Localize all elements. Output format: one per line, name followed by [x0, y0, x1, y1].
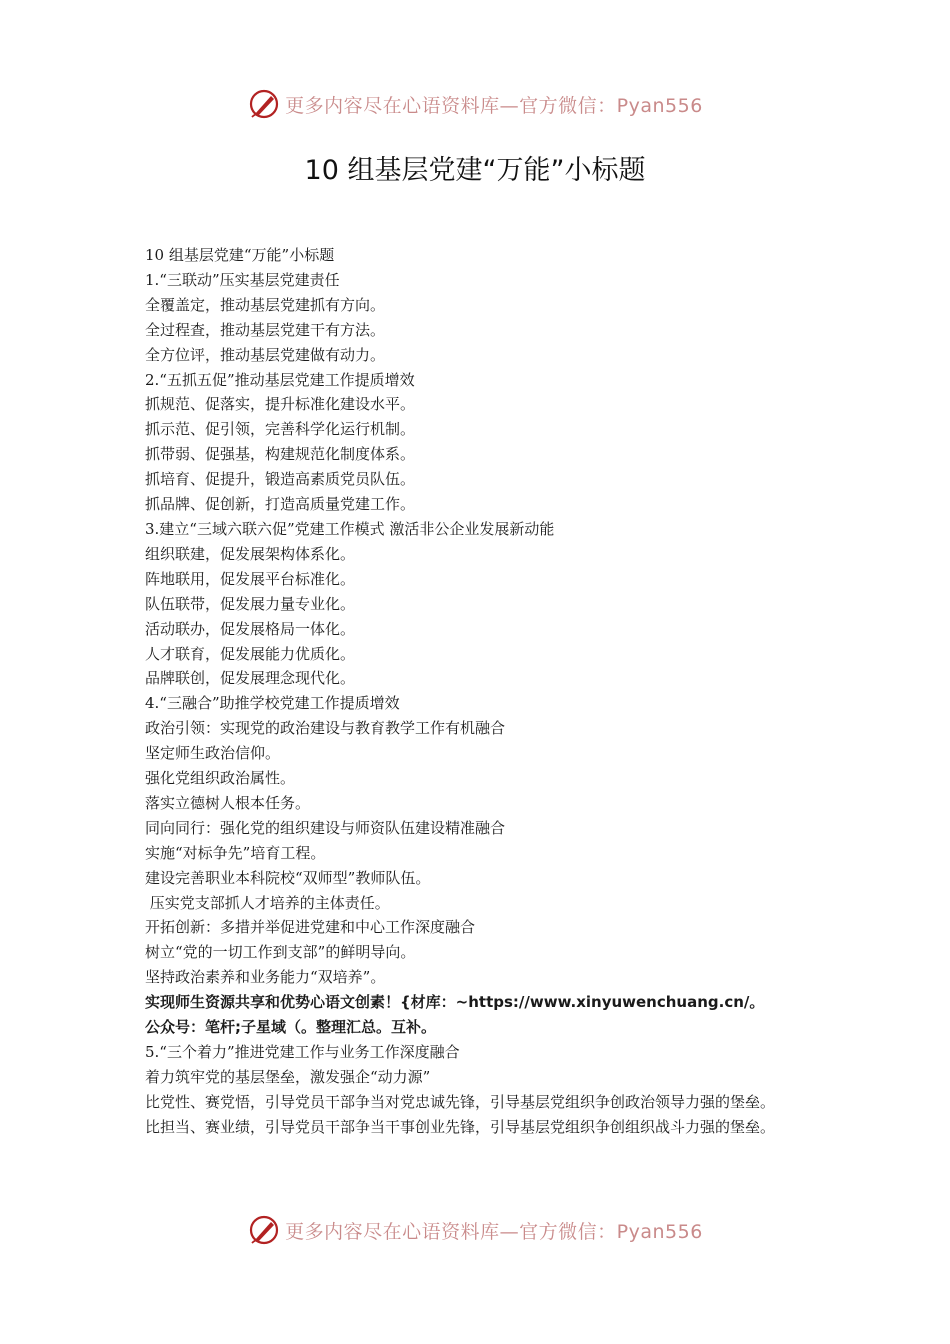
text-line: 压实党支部抓人才培养的主体责任。 [145, 893, 390, 912]
document-body [145, 243, 817, 1140]
text-line: 抓品牌、促创新，打造高质量党建工作。 [145, 495, 416, 514]
text-line: 树立“党的一切工作到支部”的鲜明导向。 [145, 943, 416, 962]
text-line: 抓培育、促提升，锻造高素质党员队伍。 [145, 470, 416, 489]
text-line: 同向同行：强化党的组织建设与师资队伍建设精准融合 [145, 818, 506, 837]
pen-circle-logo-icon [247, 87, 281, 121]
banner-text: 更多内容尽在心语资料库—官方微信：Pyan556 [285, 1220, 703, 1243]
text-line: 组织联建，促发展架构体系化。 [145, 544, 356, 563]
section-heading-3: 3.建立“三域六联六促”党建工作模式 激活非公企业发展新动能 [145, 519, 555, 538]
paragraph: 比党性、赛党悟，引导党员干部争当对党忠诚先锋，引导基层党组织争创政治领导力强的堡垒。 [145, 1092, 776, 1111]
text-line: 人才联育，促发展能力优质化。 [145, 644, 356, 663]
header-banner [0, 82, 950, 126]
text-line: 坚持政治素养和业务能力“双培养”。 [145, 968, 386, 987]
text-line: 实施“对标争先”培育工程。 [145, 843, 326, 862]
promo-line-1: 实现师生资源共享和优势心语文创素！{材库：~https://www.xinyuwenchuang.cn/。 [145, 993, 765, 1012]
text-line: 开拓创新：多措并举促进党建和中心工作深度融合 [145, 918, 476, 937]
text-line: 阵地联用，促发展平台标准化。 [145, 569, 356, 588]
text-line: 落实立德树人根本任务。 [145, 793, 311, 812]
text-line: 着力筑牢党的基层堡垒，激发强企“动力源” [145, 1067, 431, 1086]
text-line: 全过程查，推动基层党建干有方法。 [145, 320, 386, 339]
banner-wechat-id: Pyan556 [616, 1220, 703, 1243]
paragraph: 比担当、赛业绩，引导党员干部争当干事创业先锋，引导基层党组织争创组织战斗力强的堡垒。 [145, 1117, 776, 1136]
text-line: 活动联办，促发展格局一体化。 [145, 619, 356, 638]
text-line: 政治引领：实现党的政治建设与教育教学工作有机融合 [145, 719, 506, 738]
text-line: 10 组基层党建“万能”小标题 [145, 246, 335, 264]
text-line: 品牌联创，促发展理念现代化。 [145, 669, 356, 688]
section-heading-5: 5.“三个着力”推进党建工作与业务工作深度融合 [145, 1043, 460, 1061]
section-heading-2: 2.“五抓五促”推动基层党建工作提质增效 [145, 370, 415, 389]
text-line: 全覆盖定，推动基层党建抓有方向。 [145, 295, 386, 314]
pen-circle-logo-icon [247, 1213, 281, 1247]
text-line: 强化党组织政治属性。 [145, 769, 296, 788]
banner-text: 更多内容尽在心语资料库—官方微信：Pyan556 [285, 94, 703, 117]
footer-banner [0, 1208, 950, 1252]
text-line: 抓带弱、促强基，构建规范化制度体系。 [145, 445, 416, 464]
text-line: 队伍联带，促发展力量专业化。 [145, 594, 356, 613]
section-heading-4: 4.“三融合”助推学校党建工作提质增效 [145, 694, 400, 713]
text-line: 抓规范、促落实，提升标准化建设水平。 [145, 395, 416, 414]
section-heading-1: 1.“三联动”压实基层党建责任 [145, 270, 340, 289]
text-line: 全方位评，推动基层党建做有动力。 [145, 345, 386, 364]
text-line: 抓示范、促引领，完善科学化运行机制。 [145, 420, 416, 439]
banner-wechat-id: Pyan556 [616, 94, 703, 117]
text-line: 坚定师生政治信仰。 [145, 744, 281, 763]
text-line: 建设完善职业本科院校“双师型”教师队伍。 [145, 868, 431, 887]
promo-line-2: 公众号：笔杆;子星域（。整理汇总。互补。 [145, 1018, 437, 1037]
document-title: 10 组基层党建“万能”小标题 [304, 155, 646, 186]
